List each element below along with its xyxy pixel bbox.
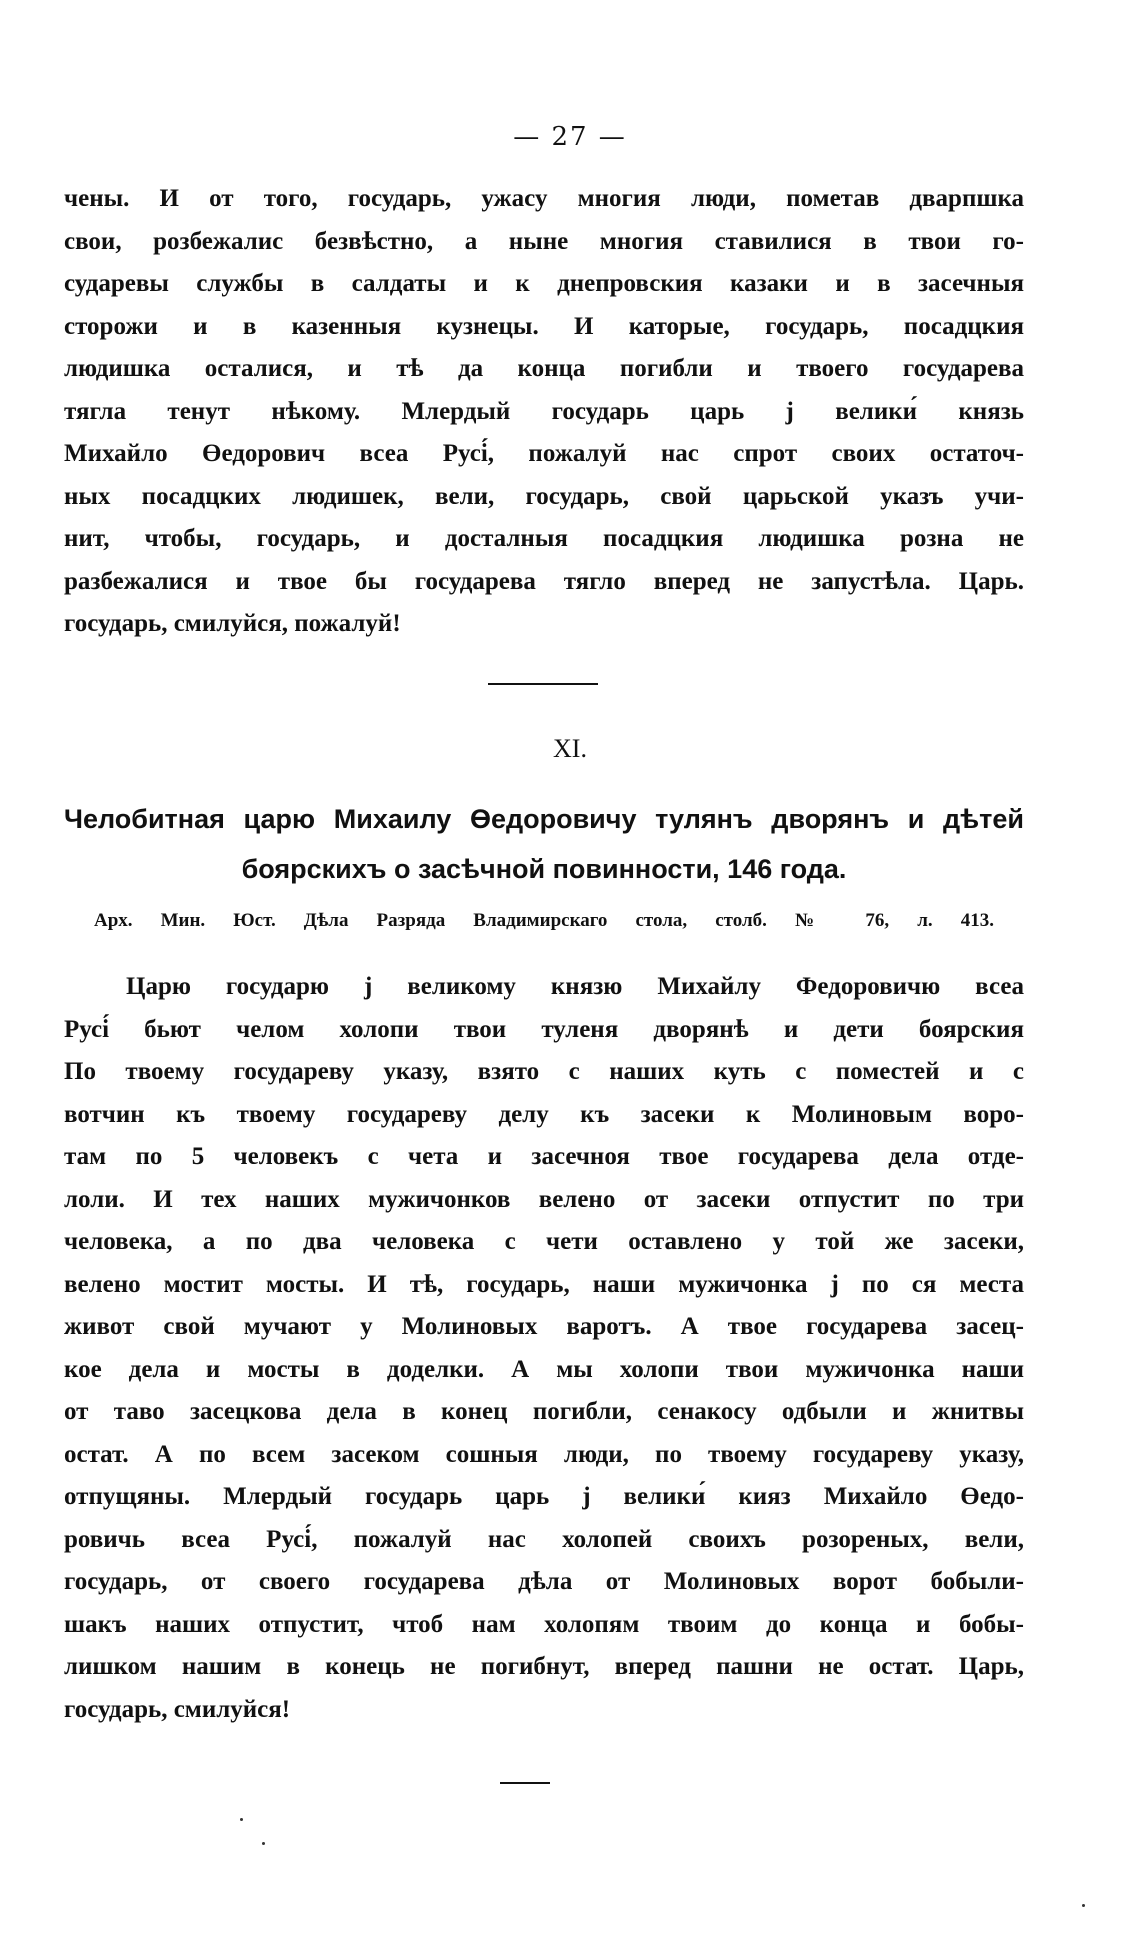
section-divider bbox=[488, 683, 598, 685]
text-line: человека, а по два человека с чети оставлено у той же засеки, bbox=[64, 1228, 1024, 1255]
text-line: ровичь всеа Русі́, пожалуй нас холопей своихъ розореных, вели, bbox=[64, 1525, 1024, 1553]
text-line: свои, розбежалис безвѣстно, а ныне многия ставилися в твои го- bbox=[64, 227, 1024, 255]
section-title bbox=[64, 794, 1024, 894]
section-title-line: боярскихъ о засѣчной повинности, 146 года. bbox=[241, 854, 847, 884]
text-line: лоли. И тех наших мужичонков велено от засеки отпустит по три bbox=[64, 1185, 1024, 1213]
text-line: остат. А по всем засеком сошныя люди, по твоему государеву указу, bbox=[64, 1440, 1024, 1468]
text-line: государь, смилуйся, пожалуй! bbox=[64, 610, 401, 637]
end-divider bbox=[500, 1782, 550, 1784]
text-line: от таво засецкова дела в конец погибли, сенакосу одбыли и жнитвы bbox=[64, 1398, 1024, 1425]
text-line: там по 5 человекъ с чета и засечноя твое государева дела отде- bbox=[64, 1143, 1024, 1170]
section-title-line: Челобитная царю Михаилу Өедоровичу тулянъ дворянъ и дѣтей bbox=[64, 804, 1024, 834]
text-line: По твоему государеву указу, взято с наших куть с поместей и с bbox=[64, 1058, 1024, 1085]
scan-speck bbox=[262, 1842, 265, 1845]
text-line: людишка осталися, и тѣ да конца погибли и твоего государева bbox=[64, 355, 1024, 382]
petition-paragraph-1 bbox=[64, 178, 1024, 646]
text-line: тягла тенут нѣкому. Млердый государь царь ј велики́ князь bbox=[64, 397, 1024, 425]
archive-reference: Арх. Мин. Юст. Дѣла Разряда Владимирскаго стола, столб. № 76, л. 413. bbox=[94, 910, 994, 931]
text-line: живот свой мучают у Молиновых варотъ. А твое государева засец- bbox=[64, 1313, 1024, 1340]
text-line: кое дела и мосты в доделки. А мы холопи твои мужичонка наши bbox=[64, 1355, 1024, 1383]
text-line: лишком нашим в конець не погибнут, вперед пашни не остат. Царь, bbox=[64, 1653, 1024, 1680]
text-line: отпущяны. Млердый государь царь ј велики́ кияз Михайло Өедо- bbox=[64, 1483, 1024, 1510]
text-line: велено мостит мосты. И тѣ, государь, наши мужичонка ј по ся места bbox=[64, 1270, 1024, 1298]
text-line: Царю государю ј великому князю Михайлу Федоровичю всеа bbox=[126, 973, 1024, 1000]
text-line: сударевы службы в салдаты и к днепровския казаки и в засечныя bbox=[64, 270, 1024, 297]
text-line: государь, от своего государева дѣла от Молиновых ворот бобыли- bbox=[64, 1568, 1024, 1595]
text-line: шакъ наших отпустит, чтоб нам холопям твоим до конца и бобы- bbox=[64, 1610, 1024, 1638]
text-line: Михайло Өедорович всеа Русі́, пожалуй нас спрот своих остаточ- bbox=[64, 440, 1024, 467]
scan-speck bbox=[1082, 1904, 1085, 1907]
text-line: чены. И от того, государь, ужасу многия люди, пометав дварпшка bbox=[64, 185, 1024, 212]
text-line: Русі́ бьют челом холопи твои туленя дворянѣ и дети боярския bbox=[64, 1015, 1024, 1043]
page-number: — 27 — bbox=[513, 122, 627, 152]
text-line: сторожи и в казенныя кузнецы. И каторые, государь, посадцкия bbox=[64, 312, 1024, 340]
text-line: вотчин къ твоему государеву делу къ засеки к Молиновым воро- bbox=[64, 1100, 1024, 1128]
text-line: нит, чтобы, государь, и досталныя посадцкия людишка розна не bbox=[64, 525, 1024, 552]
petition-paragraph-2 bbox=[64, 966, 1024, 1731]
text-line: государь, смилуйся! bbox=[64, 1695, 291, 1723]
text-line: ных посадцких людишек, вели, государь, свой царьской указъ учи- bbox=[64, 482, 1024, 510]
text-line: разбежалися и твое бы государева тягло вперед не запустѣла. Царь. bbox=[64, 567, 1024, 595]
section-number: XI. bbox=[553, 734, 587, 763]
scan-speck bbox=[240, 1818, 243, 1821]
